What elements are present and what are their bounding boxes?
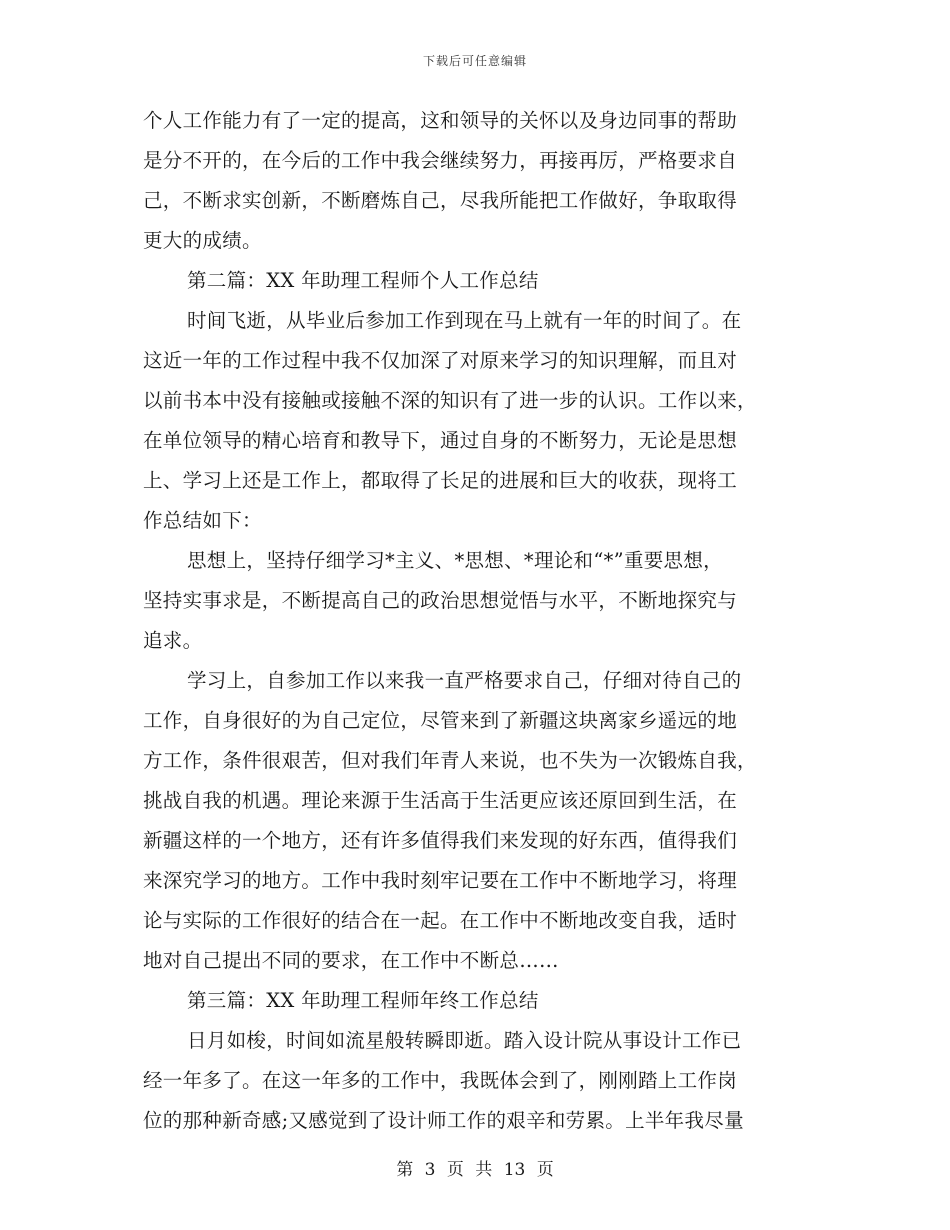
text-line: 方工作，条件很艰苦，但对我们年青人来说，也不失为一次锻炼自我， xyxy=(143,749,757,772)
text-line: 工作，自身很好的为自己定位，尽管来到了新疆这块离家乡遥远的地 xyxy=(143,709,738,732)
text-line: 坚持实事求是，不断提高自己的政治思想觉悟与水平，不断地探究与 xyxy=(143,589,738,612)
page-footer-page-number: 第 3 页 共 13 页 xyxy=(396,1160,554,1180)
text-line: 论与实际的工作很好的结合在一起。在工作中不断地改变自我，适时 xyxy=(143,909,738,932)
text-line: 个人工作能力有了一定的提高，这和领导的关怀以及身边同事的帮助 xyxy=(143,109,738,132)
text-line: 地对自己提出不同的要求，在工作中不断总…… xyxy=(143,949,559,972)
text-line: 经一年多了。在这一年多的工作中，我既体会到了，刚刚踏上工作岗 xyxy=(143,1069,738,1092)
text-line: 位的那种新奇感;又感觉到了设计师工作的艰辛和劳累。上半年我尽量 xyxy=(143,1109,744,1132)
text-line: 日月如梭，时间如流星般转瞬即逝。踏入设计院从事设计工作已 xyxy=(187,1029,742,1052)
text-line: 己，不断求实创新，不断磨炼自己，尽我所能把工作做好，争取取得 xyxy=(143,189,738,212)
page-header: 下载后可任意编辑 xyxy=(422,54,527,68)
document-body xyxy=(143,101,805,1141)
text-line: 上、学习上还是工作上，都取得了长足的进展和巨大的收获，现将工 xyxy=(143,469,738,492)
text-line: 追求。 xyxy=(143,629,203,652)
text-line: 时间飞逝，从毕业后参加工作到现在马上就有一年的时间了。在 xyxy=(187,309,742,332)
text-line: 更大的成绩。 xyxy=(143,229,262,252)
text-line: 思想上，坚持仔细学习*主义、*思想、*理论和“*”重要思想， xyxy=(187,549,723,572)
text-line: 挑战自我的机遇。理论来源于生活高于生活更应该还原回到生活，在 xyxy=(143,789,738,812)
text-line: 以前书本中没有接触或接触不深的知识有了进一步的认识。工作以来， xyxy=(143,389,757,412)
text-line: 来深究学习的地方。工作中我时刻牢记要在工作中不断地学习，将理 xyxy=(143,869,738,892)
text-line: 这近一年的工作过程中我不仅加深了对原来学习的知识理解，而且对 xyxy=(143,349,738,372)
text-line: 第二篇：XX 年助理工程师个人工作总结 xyxy=(187,269,539,292)
text-line: 新疆这样的一个地方，还有许多值得我们来发现的好东西，值得我们 xyxy=(143,829,738,852)
text-line: 作总结如下： xyxy=(143,509,262,532)
text-line: 学习上，自参加工作以来我一直严格要求自己，仔细对待自己的 xyxy=(187,669,742,692)
text-line: 第三篇：XX 年助理工程师年终工作总结 xyxy=(187,989,539,1012)
text-line: 是分不开的，在今后的工作中我会继续努力，再接再厉，严格要求自 xyxy=(143,149,738,172)
text-line: 在单位领导的精心培育和教导下，通过自身的不断努力，无论是思想 xyxy=(143,429,738,452)
